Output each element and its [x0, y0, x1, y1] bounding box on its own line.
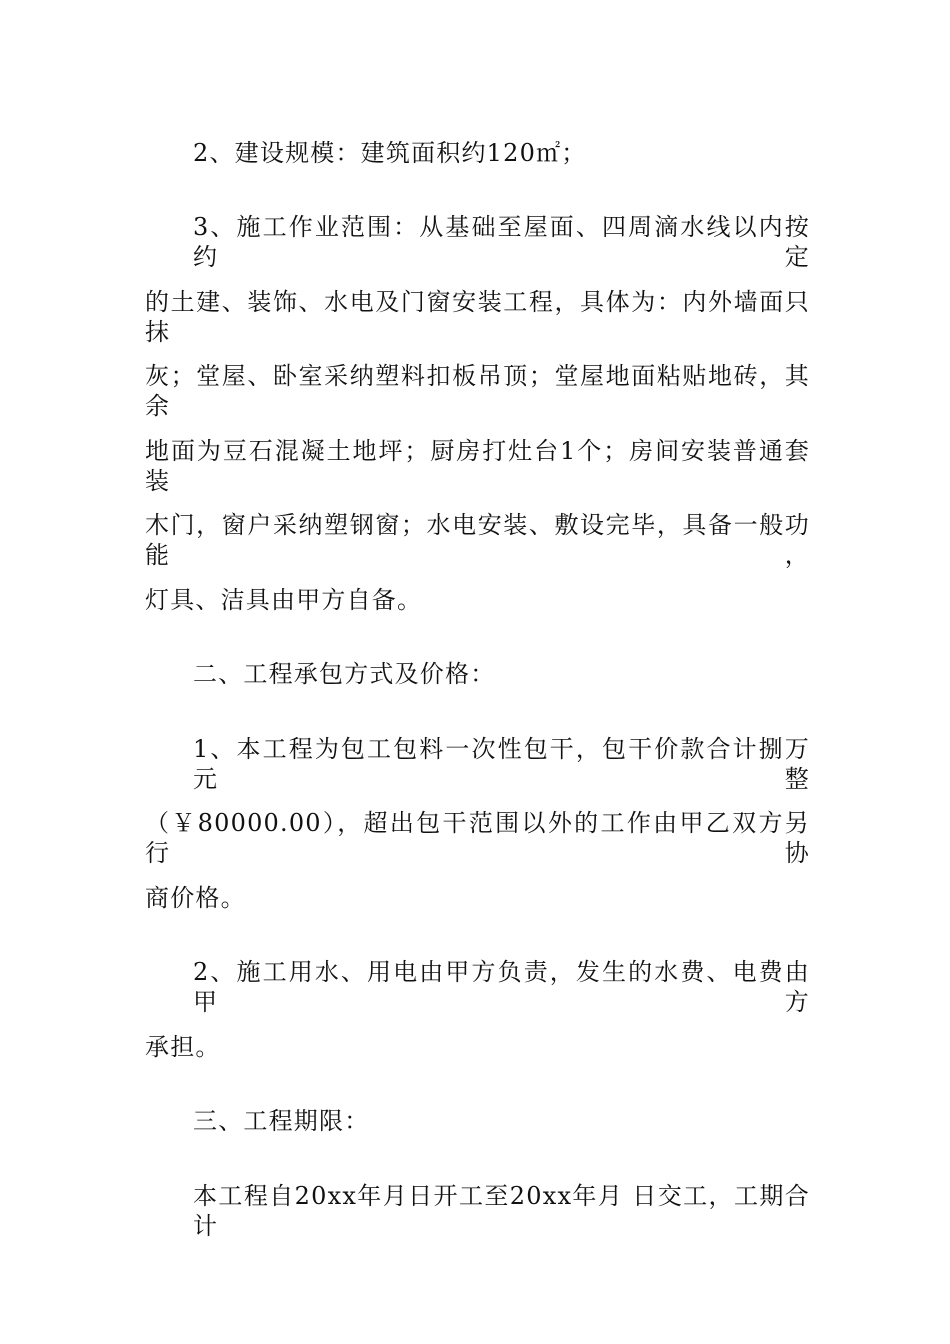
period-clause-line-1: 本工程自20xx年月日开工至20xx年月 日交工，工期合计	[193, 1182, 810, 1240]
scope-clause-line-1: 3、施工作业范围：从基础至屋面、四周滴水线以内按约定	[193, 213, 810, 271]
scope-clause-line-2: 的土建、装饰、水电及门窗安装工程，具体为：内外墙面只抹	[145, 288, 810, 346]
section-heading-project-period: 三、工程期限：	[193, 1107, 370, 1135]
scope-clause-line-3: 灰；堂屋、卧室采纳塑料扣板吊顶；堂屋地面粘贴地砖，其余	[145, 362, 810, 420]
scope-clause-line-6: 灯具、洁具由甲方自备。	[145, 586, 423, 614]
scope-clause-line-4: 地面为豆石混凝土地坪；厨房打灶台1个；房间安装普通套装	[145, 437, 810, 495]
utilities-clause-line-2: 承担。	[145, 1033, 221, 1061]
section-heading-contract-method: 二、工程承包方式及价格：	[193, 660, 496, 688]
utilities-clause-line-1: 2、施工用水、用电由甲方负责，发生的水费、电费由甲方	[193, 958, 810, 1016]
price-clause-line-1: 1、本工程为包工包料一次性包干，包干价款合计捌万元整	[193, 735, 810, 793]
price-clause-line-2: （￥80000.00），超出包干范围以外的工作由甲乙双方另行协	[145, 809, 810, 867]
scope-clause-line-5: 木门，窗户采纳塑钢窗；水电安装、敷设完毕，具备一般功能，	[145, 511, 810, 569]
scale-clause: 2、建设规模：建筑面积约120㎡；	[193, 139, 587, 167]
price-clause-line-3: 商价格。	[145, 884, 246, 912]
